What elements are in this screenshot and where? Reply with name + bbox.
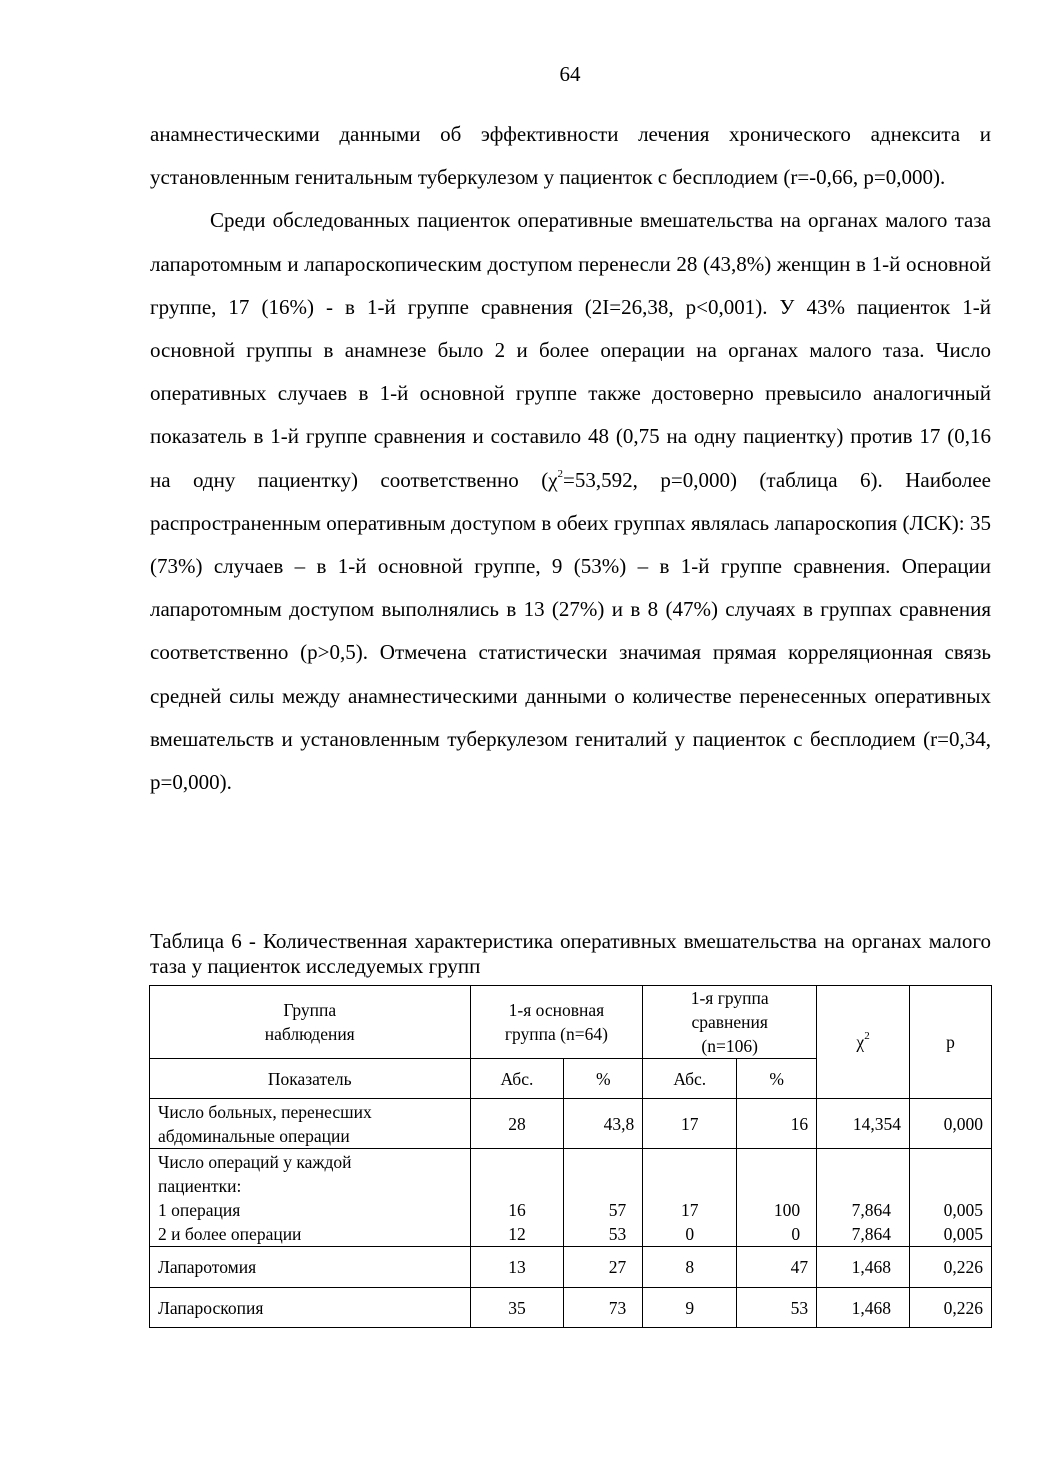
header-g1-abs: Абс. <box>470 1059 564 1099</box>
row-label: Лапароскопия <box>150 1288 471 1328</box>
table-row <box>150 1149 992 1247</box>
row-label: Лапаротомия <box>150 1247 471 1288</box>
paragraph-2-part-1: Среди обследованных пациенток оперативные вмешательства на органах малого таза лапаротомным и лапароскопическим доступом перенесли 28 (43,8%) женщин в 1-й основной группе, 17 (16%) - в 1-й группе сравнения (2I=26,38, p<0,001). У 43% пациенток 1-й основной группы в анамнезе было 2 и более операции на органах малого таза. Число оперативных случаев в 1-й основной группе также достоверно превысило аналогичный показатель в 1-й группе сравнения и составило 48 (0,75 на одну пациентку) против 17 (0,16 на одну пациентку) соответственно (χ <box>150 208 991 492</box>
cell-g2-pct: 16 <box>737 1099 817 1149</box>
row-label: Число больных, перенесших абдоминальные операции <box>150 1099 471 1149</box>
table-row <box>150 1099 992 1149</box>
cell-chi: 1,468 <box>817 1288 910 1328</box>
page-number: 64 <box>559 62 581 86</box>
cell-p: 0,005 0,005 <box>910 1149 992 1247</box>
cell-g1-pct: 27 <box>564 1247 643 1288</box>
header-g2-pct: % <box>737 1059 817 1099</box>
cell-chi: 1,468 <box>817 1247 910 1288</box>
header-chi-square: $\chi^2$ <box>817 986 910 1099</box>
cell-p: 0,226 <box>910 1288 992 1328</box>
cell-g2-pct: 47 <box>737 1247 817 1288</box>
header-group2: 1-я группа сравнения (n=106) <box>643 986 817 1059</box>
cell-g2-pct: 53 <box>737 1288 817 1328</box>
header-g2-abs: Абс. <box>643 1059 737 1099</box>
cell-g1-abs: 28 <box>470 1099 564 1149</box>
header-group-label: Группа наблюдения <box>150 986 471 1059</box>
header-indicator: Показатель <box>150 1059 471 1099</box>
paragraph-1: анамнестическими данными об эффективности лечения хронического аднексита и установленным генитальным туберкулезом у пациенток с бесплодием (r=-0,66, p=0,000). <box>150 122 991 190</box>
cell-g2-abs: 17 0 <box>643 1149 737 1247</box>
header-p: p <box>910 986 992 1099</box>
row-label: Число операций у каждой пациентки: 1 операция 2 и более операции <box>150 1149 471 1247</box>
chi-square-superscript: 2 <box>557 467 564 480</box>
cell-g1-abs: 13 <box>470 1247 564 1288</box>
cell-p: 0,000 <box>910 1099 992 1149</box>
surgery-table <box>149 985 992 1328</box>
body-text <box>150 113 991 804</box>
cell-chi: 14,354 <box>817 1099 910 1149</box>
cell-g2-abs: 8 <box>643 1247 737 1288</box>
table-caption: Таблица 6 - Количественная характеристика оперативных вмешательства на органах малого таза у пациенток исследуемых групп <box>150 929 991 978</box>
header-group1: 1-я основная группа (n=64) <box>470 986 643 1059</box>
cell-g1-abs: 16 12 <box>470 1149 564 1247</box>
header-g1-pct: % <box>564 1059 643 1099</box>
cell-g2-pct: 100 0 <box>737 1149 817 1247</box>
cell-g1-pct: 57 53 <box>564 1149 643 1247</box>
cell-g2-abs: 17 <box>643 1099 737 1149</box>
table-row <box>150 1247 992 1288</box>
cell-g1-pct: 73 <box>564 1288 643 1328</box>
table-row <box>150 1288 992 1328</box>
paragraph-2 <box>150 199 991 804</box>
table-header-row-1 <box>150 986 992 1059</box>
cell-g1-pct: 43,8 <box>564 1099 643 1149</box>
cell-g2-abs: 9 <box>643 1288 737 1328</box>
cell-chi: 7,864 7,864 <box>817 1149 910 1247</box>
cell-g1-abs: 35 <box>470 1288 564 1328</box>
cell-p: 0,226 <box>910 1247 992 1288</box>
paragraph-2-part-2: =53,592, p=0,000) (таблица 6). Наиболее распространенным оперативным доступом в обеих группах являлась лапароскопия (ЛСК): 35 (73%) случаев – в 1-й основной группе, 9 (53%) – в 1-й группе сравнения. Операции лапаротомным доступом выполнялись в 13 (27%) и в 8 (47%) случаях в группах сравнения соответственно (p>0,5). Отмечена статистически значимая прямая корреляционная связь средней силы между анамнестическими данными о количестве перенесенных оперативных вмешательств и установленным туберкулезом гениталий у пациенток с бесплодием (r=0,34, p=0,000). <box>150 467 991 795</box>
